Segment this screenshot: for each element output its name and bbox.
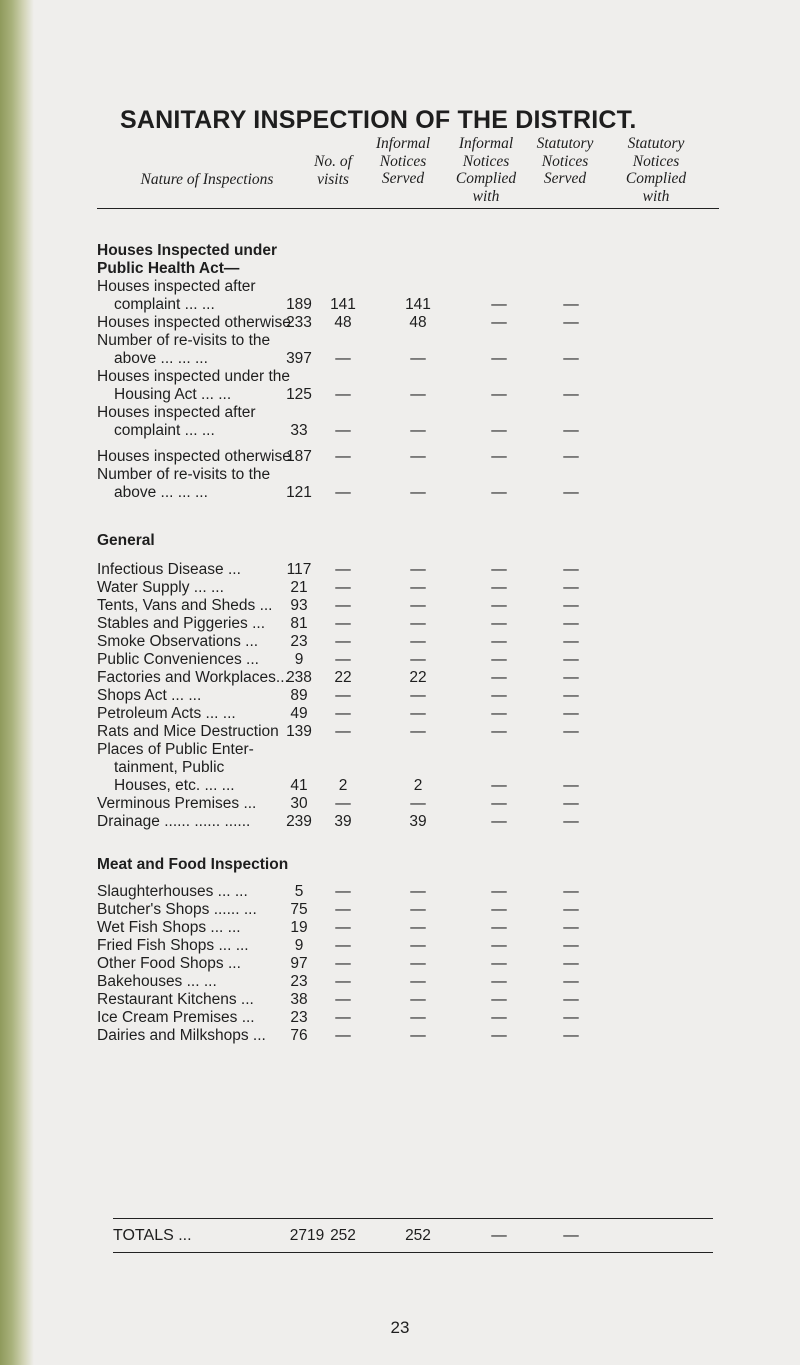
cell-informal-complied: — [410,723,426,740]
page-title: SANITARY INSPECTION OF THE DISTRICT. [120,106,637,134]
cell-visits: 89 [290,687,308,704]
cell-visits: 81 [290,615,308,632]
header-line: Complied [625,170,687,187]
header-line: Notices [462,152,510,170]
header-line: with [642,187,670,205]
cell-informal-served: — [335,937,351,954]
cell-visits: 117 [286,561,312,578]
cell-visits: 9 [294,651,304,668]
cell-statutory-served: — [491,723,507,740]
cell-statutory-complied: — [563,795,579,812]
cell-statutory-complied: — [563,314,579,331]
row-label: Verminous Premises ... [97,795,257,812]
row-label: Houses inspected after [97,404,256,421]
cell-informal-complied: — [410,973,426,990]
cell-statutory-served: — [491,777,507,794]
cell-statutory-served: — [491,633,507,650]
cell-visits: 189 [286,296,312,313]
header-line: Informal [458,135,514,152]
cell-statutory-served: — [491,991,507,1008]
table-row [97,777,737,795]
cell-statutory-complied: — [563,991,579,1008]
totals-bottom-rule [113,1252,713,1253]
row-label: Public Conveniences ... [97,651,259,668]
row-label: above ... ... ... [114,484,208,501]
cell-statutory-complied: — [563,937,579,954]
cell-statutory-complied: — [563,1027,579,1044]
header-line: Informal [375,135,431,152]
cell-informal-served: 22 [334,669,352,686]
header-visits-line: visits [317,170,349,188]
cell-informal-complied: — [410,937,426,954]
row-label: Rats and Mice Destruction [97,723,279,740]
cell-statutory-complied: — [563,296,579,313]
total-informal-served: 252 [330,1227,356,1244]
cell-informal-served: — [335,597,351,614]
cell-informal-served: — [335,561,351,578]
row-label: Shops Act ... ... [97,687,202,704]
row-label: Drainage ...... ...... ...... [97,813,251,830]
row-label: tainment, Public [114,759,225,776]
cell-informal-complied: — [410,901,426,918]
cell-statutory-served: — [491,669,507,686]
cell-informal-served: — [335,651,351,668]
cell-informal-complied: — [410,597,426,614]
cell-visits: 19 [290,919,308,936]
cell-informal-served: — [335,795,351,812]
cell-informal-served: — [335,687,351,704]
cell-visits: 239 [286,813,312,830]
cell-visits: 125 [286,386,312,403]
table-row [97,955,737,973]
row-label: Water Supply ... ... [97,579,224,596]
row-label: Housing Act ... ... [114,386,232,403]
cell-informal-served: — [335,484,351,501]
cell-visits: 75 [290,901,308,918]
table-row [97,386,737,404]
table-row [97,404,737,422]
cell-visits: 23 [290,633,308,650]
cell-statutory-complied: — [563,705,579,722]
cell-statutory-served: — [491,597,507,614]
cell-visits: 238 [286,669,312,686]
cell-visits: 30 [290,795,308,812]
header-line: Statutory [627,135,685,152]
cell-statutory-complied: — [563,633,579,650]
cell-statutory-complied: — [563,919,579,936]
section-heading-line: General [97,532,155,549]
cell-statutory-served: — [491,296,507,313]
cell-statutory-served: — [491,350,507,367]
cell-informal-complied: — [410,687,426,704]
cell-statutory-served: — [491,561,507,578]
cell-statutory-served: — [491,795,507,812]
table-row [97,669,737,687]
cell-informal-complied: 39 [409,813,427,830]
cell-statutory-served: — [491,615,507,632]
cell-statutory-served: — [491,973,507,990]
row-label: Restaurant Kitchens ... [97,991,254,1008]
cell-informal-complied: — [410,350,426,367]
cell-statutory-served: — [491,901,507,918]
header-line: Complied [455,170,517,187]
cell-informal-served: — [335,579,351,596]
row-label: Smoke Observations ... [97,633,259,650]
cell-informal-served: — [335,705,351,722]
cell-statutory-complied: — [563,669,579,686]
row-label: Number of re-visits to the [97,466,271,483]
header-line: Notices [379,152,427,170]
table-row [97,723,737,741]
cell-informal-served: — [335,615,351,632]
header-line: with [472,187,500,205]
table-row [97,1027,737,1045]
cell-statutory-complied: — [563,687,579,704]
total-informal-complied: 252 [405,1227,431,1244]
cell-visits: 233 [286,314,312,331]
cell-visits: 139 [286,723,312,740]
row-label: Other Food Shops ... [97,955,241,972]
cell-visits: 187 [286,448,312,465]
cell-informal-served: — [335,350,351,367]
cell-informal-complied: 48 [409,314,427,331]
row-label: Tents, Vans and Sheds ... [97,597,273,614]
cell-statutory-complied: — [563,448,579,465]
row-label: Dairies and Milkshops ... [97,1027,266,1044]
cell-informal-served: — [335,422,351,439]
cell-statutory-served: — [491,883,507,900]
cell-statutory-served: — [491,314,507,331]
cell-informal-served: — [335,386,351,403]
cell-statutory-served: — [491,579,507,596]
row-label: complaint ... ... [114,422,215,439]
cell-informal-complied: — [410,422,426,439]
cell-informal-served: 48 [334,314,352,331]
table-row [97,332,737,350]
header-statutory-complied [596,135,716,205]
total-statutory-complied: — [563,1227,579,1244]
total-statutory-served: — [491,1227,507,1244]
table-row [97,422,737,440]
section-heading-line: Houses Inspected under [97,242,278,259]
row-label: Houses inspected after [97,278,256,295]
totals-label: TOTALS ... [113,1227,192,1244]
cell-informal-served: 141 [330,296,356,313]
cell-statutory-complied: — [563,813,579,830]
cell-informal-complied: — [410,651,426,668]
cell-informal-complied: — [410,561,426,578]
cell-statutory-complied: — [563,579,579,596]
cell-visits: 23 [290,973,308,990]
cell-visits: 9 [294,937,304,954]
cell-informal-served: — [335,1009,351,1026]
row-label: Bakehouses ... ... [97,973,217,990]
cell-informal-complied: — [410,579,426,596]
row-label: Houses inspected otherwise [97,314,291,331]
page-number: 23 [390,1318,410,1337]
cell-statutory-served: — [491,1009,507,1026]
section-heading-line: Public Health Act— [97,260,240,277]
cell-informal-complied: — [410,991,426,1008]
totals-row [113,1227,753,1247]
cell-visits: 23 [290,1009,308,1026]
cell-informal-served: — [335,1027,351,1044]
cell-statutory-complied: — [563,615,579,632]
table-row [97,651,737,669]
cell-informal-complied: — [410,615,426,632]
cell-informal-complied: — [410,448,426,465]
table-row [97,368,737,386]
cell-informal-served: — [335,919,351,936]
cell-informal-served: — [335,955,351,972]
cell-statutory-complied: — [563,386,579,403]
row-label: Infectious Disease ... [97,561,241,578]
cell-informal-complied: — [410,795,426,812]
cell-visits: 76 [290,1027,308,1044]
row-label: above ... ... ... [114,350,208,367]
table-row [97,615,737,633]
cell-statutory-served: — [491,651,507,668]
header-rule [97,208,719,209]
cell-informal-served: — [335,901,351,918]
cell-statutory-served: — [491,937,507,954]
cell-informal-complied: 22 [409,669,427,686]
cell-statutory-complied: — [563,422,579,439]
cell-statutory-served: — [491,484,507,501]
section-heading-general [97,532,155,550]
row-label: Ice Cream Premises ... [97,1009,255,1026]
cell-statutory-complied: — [563,651,579,668]
cell-statutory-served: — [491,687,507,704]
totals-top-rule [113,1218,713,1219]
cell-informal-complied: — [410,1009,426,1026]
cell-statutory-served: — [491,813,507,830]
cell-informal-complied: — [410,484,426,501]
table-row [97,973,737,991]
table-row [97,350,737,368]
cell-informal-complied: — [410,883,426,900]
cell-visits: 121 [286,484,312,501]
cell-informal-served: — [335,723,351,740]
section-heading-meat-food [97,856,288,874]
header-nature [97,171,317,189]
table-row [97,296,737,314]
cell-statutory-complied: — [563,901,579,918]
cell-informal-served: — [335,973,351,990]
table-row [97,919,737,937]
cell-informal-served: — [335,633,351,650]
cell-statutory-served: — [491,705,507,722]
cell-visits: 49 [290,705,308,722]
cell-statutory-served: — [491,919,507,936]
table-row [97,484,737,502]
cell-visits: 5 [294,883,304,900]
cell-statutory-served: — [491,386,507,403]
cell-informal-complied: 141 [405,296,431,313]
section-heading-line: Meat and Food Inspection [97,856,289,873]
cell-visits: 21 [290,579,308,596]
cell-informal-complied: — [410,955,426,972]
header-line: Served [381,170,425,187]
cell-visits: 97 [290,955,308,972]
header-line: Statutory [536,135,594,152]
table-row [97,759,737,777]
table-row [97,579,737,597]
cell-statutory-served: — [491,422,507,439]
section-heading-public-health [97,242,277,278]
row-label: Slaughterhouses ... ... [97,883,248,900]
cell-statutory-complied: — [563,561,579,578]
cell-visits: 41 [290,777,308,794]
cell-statutory-complied: — [563,955,579,972]
header-line: Served [543,170,587,187]
cell-statutory-complied: — [563,973,579,990]
row-label: Fried Fish Shops ... ... [97,937,249,954]
cell-informal-complied: — [410,386,426,403]
table-row [97,314,737,332]
cell-informal-complied: — [410,1027,426,1044]
cell-informal-served: — [335,883,351,900]
table-row [97,687,737,705]
row-label: Wet Fish Shops ... ... [97,919,241,936]
cell-statutory-complied: — [563,777,579,794]
cell-visits: 93 [290,597,308,614]
row-label: complaint ... ... [114,296,215,313]
table-row [97,597,737,615]
cell-visits: 33 [290,422,308,439]
cell-statutory-served: — [491,955,507,972]
cell-statutory-complied: — [563,883,579,900]
cell-informal-complied: — [410,633,426,650]
header-line: Notices [541,152,589,170]
row-label: Butcher's Shops ...... ... [97,901,257,918]
table-row [97,705,737,723]
row-label: Number of re-visits to the [97,332,271,349]
cell-visits: 397 [286,350,312,367]
row-label: Houses inspected otherwise [97,448,291,465]
table-row [97,278,737,296]
table-row [97,466,737,484]
table-row [97,991,737,1009]
cell-statutory-complied: — [563,350,579,367]
row-label: Stables and Piggeries ... [97,615,266,632]
table-row [97,813,737,831]
header-visits-line: No. of [314,153,352,170]
cell-informal-complied: — [410,919,426,936]
cell-informal-served: 2 [338,777,348,794]
cell-informal-served: — [335,448,351,465]
cell-statutory-served: — [491,1027,507,1044]
row-label: Factories and Workplaces... [97,669,289,686]
cell-statutory-complied: — [563,723,579,740]
cell-informal-complied: 2 [413,777,423,794]
cell-informal-served: 39 [334,813,352,830]
header-line: Notices [632,152,680,170]
row-label: Houses, etc. ... ... [114,777,235,794]
table-row [97,937,737,955]
table-row [97,901,737,919]
table-row [97,633,737,651]
table-row [97,741,737,759]
row-label: Petroleum Acts ... ... [97,705,236,722]
cell-visits: 38 [290,991,308,1008]
total-visits: 2719 [289,1227,325,1244]
row-label: Places of Public Enter- [97,741,254,758]
table-row [97,795,737,813]
cell-statutory-complied: — [563,597,579,614]
cell-informal-complied: — [410,705,426,722]
row-label: Houses inspected under the [97,368,291,385]
table-row [97,883,737,901]
cell-statutory-served: — [491,448,507,465]
table-row [97,448,737,466]
table-row [97,561,737,579]
cell-statutory-complied: — [563,484,579,501]
header-nature-text: Nature of Inspections [140,171,274,188]
cell-informal-served: — [335,991,351,1008]
cell-statutory-complied: — [563,1009,579,1026]
table-row [97,1009,737,1027]
